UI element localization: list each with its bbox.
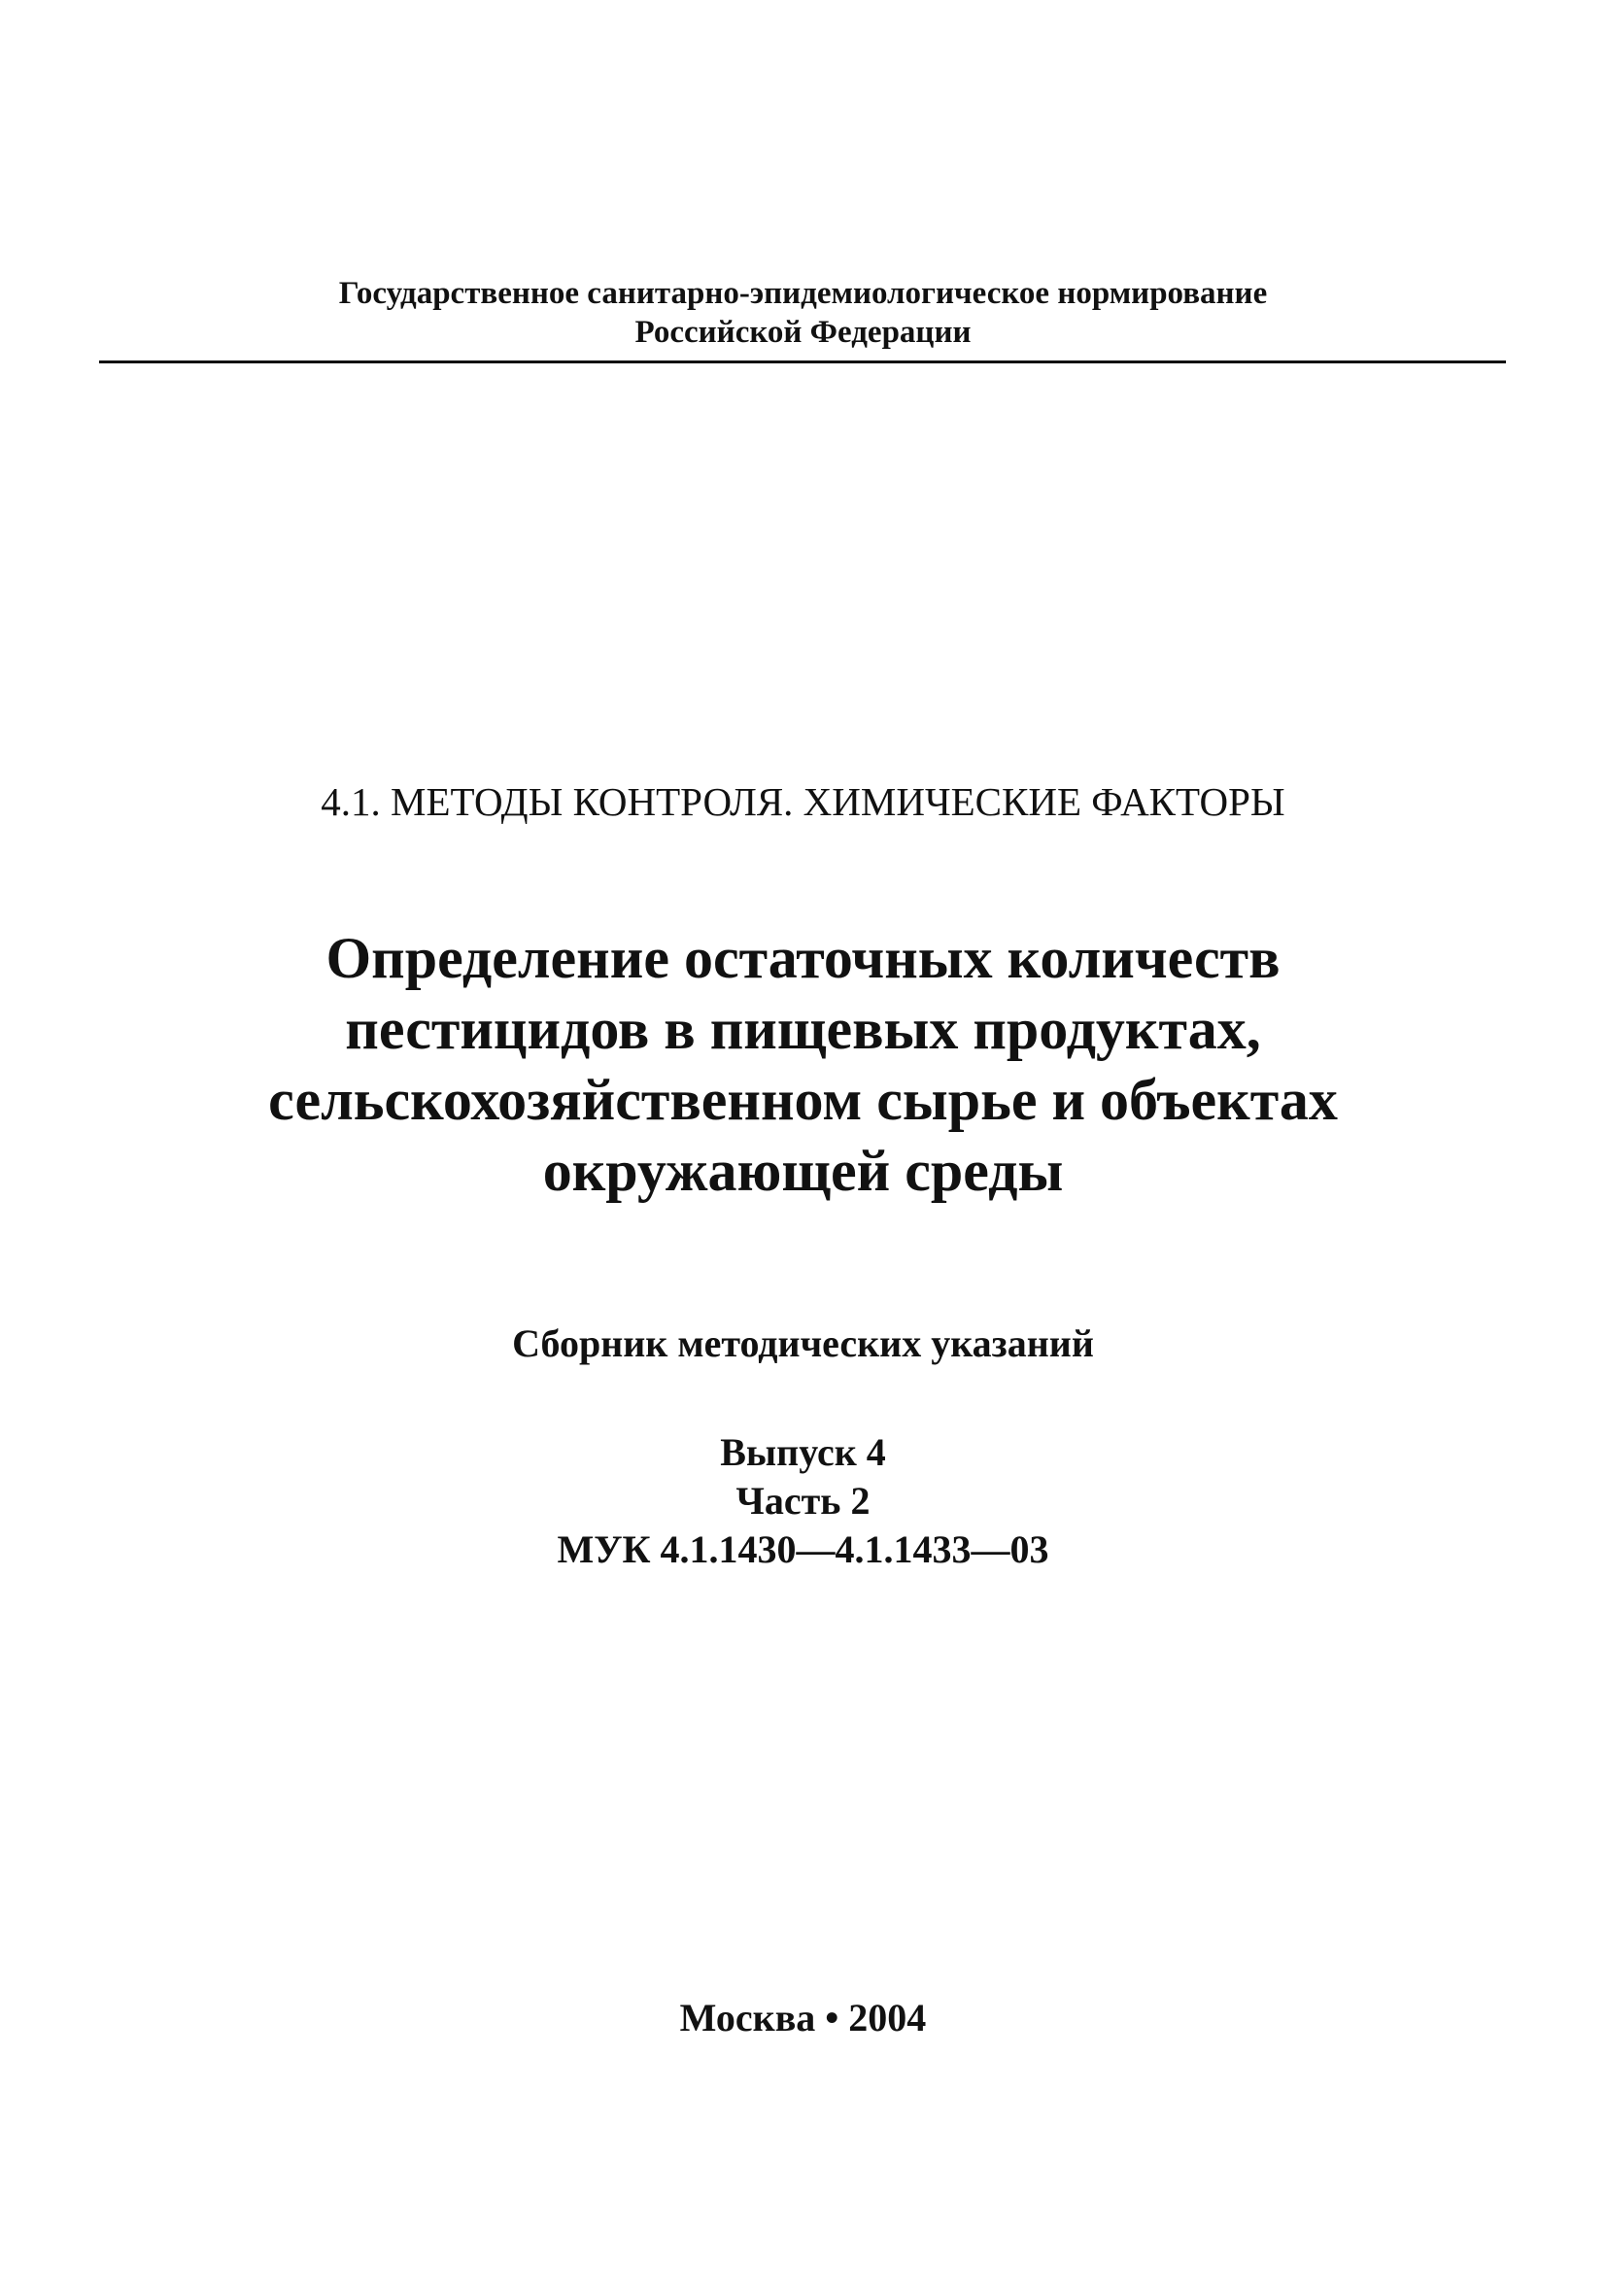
- issue-info: [0, 1428, 1606, 1574]
- issue-code: МУК 4.1.1430—4.1.1433—03: [557, 1527, 1049, 1571]
- title-line-4: окружающей среды: [542, 1139, 1064, 1203]
- document-title: [0, 923, 1606, 1207]
- document-subtitle: Сборник методических указаний: [512, 1321, 1094, 1365]
- issuing-authority-header: [0, 274, 1606, 352]
- series-heading: 4.1. МЕТОДЫ КОНТРОЛЯ. ХИМИЧЕСКИЕ ФАКТОРЫ: [321, 779, 1285, 824]
- header-line-2: Российской Федерации: [634, 315, 972, 350]
- issue-part: Часть 2: [735, 1479, 871, 1523]
- issue-volume: Выпуск 4: [720, 1430, 886, 1474]
- title-line-3: сельскохозяйственном сырье и объектах: [268, 1068, 1338, 1132]
- header-divider: [99, 360, 1506, 363]
- publication-place-year: Москва • 2004: [679, 1996, 927, 2039]
- title-line-2: пестицидов в пищевых продуктах,: [345, 997, 1261, 1061]
- title-line-1: Определение остаточных количеств: [325, 926, 1281, 990]
- header-line-1: Государственное санитарно-эпидемиологическое нормирование: [338, 276, 1268, 311]
